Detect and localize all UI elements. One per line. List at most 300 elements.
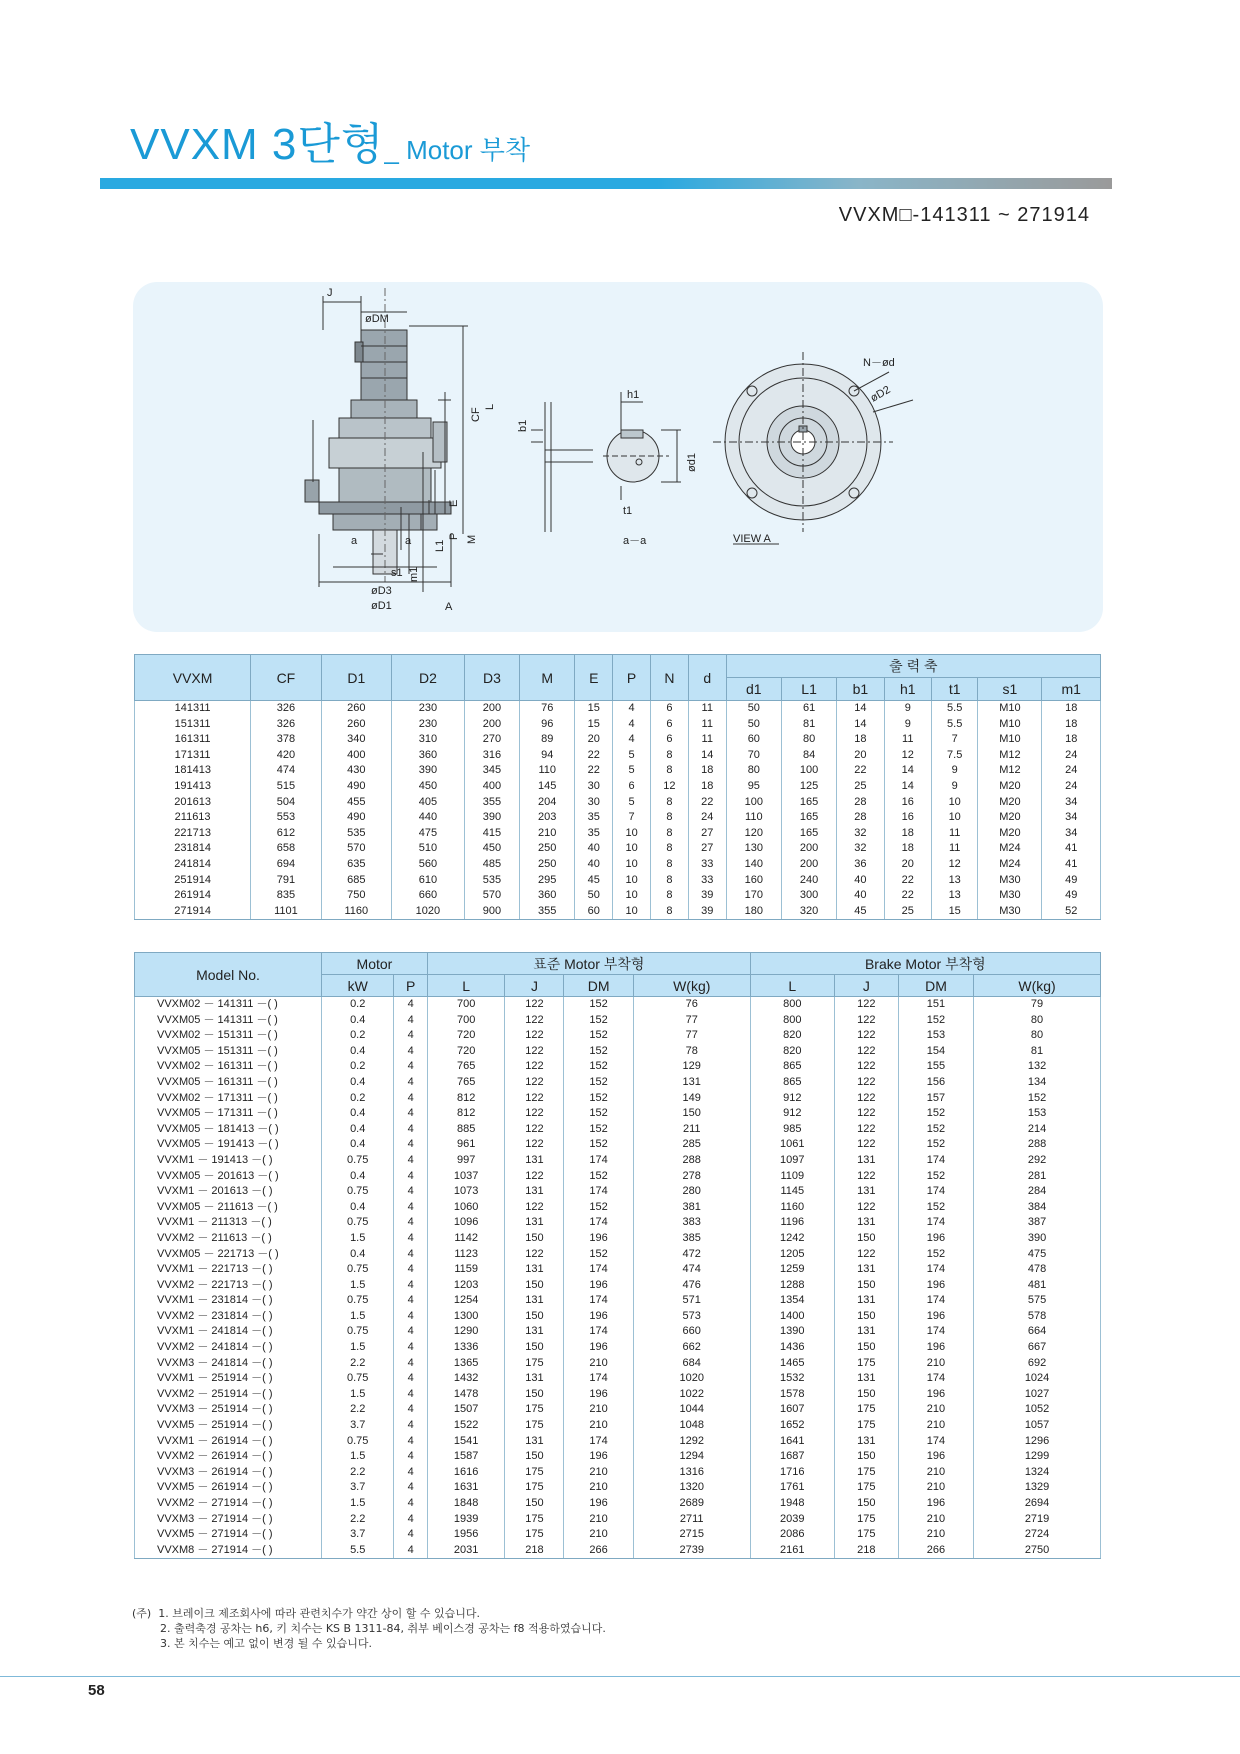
table-cell: 635: [321, 857, 391, 873]
table-cell: 355: [520, 904, 575, 920]
model-number-cell: VVXM05 － 211613 －( ): [135, 1200, 322, 1216]
table-cell: 4: [394, 1309, 427, 1325]
table-cell: 132: [974, 1059, 1101, 1075]
motor-subheader-cell: J: [834, 975, 898, 997]
model-number-cell: VVXM05 － 141311 －( ): [135, 1013, 322, 1029]
table-cell: 4: [613, 732, 651, 748]
table-cell: 150: [834, 1496, 898, 1512]
table-cell: 300: [781, 888, 836, 904]
table-cell: 150: [834, 1278, 898, 1294]
table-cell: 1254: [427, 1293, 505, 1309]
table-cell: 440: [392, 810, 465, 826]
table-cell: 13: [931, 888, 978, 904]
table-cell: 152: [564, 1169, 633, 1185]
table-cell: 81: [781, 717, 836, 733]
table-cell: 150: [505, 1278, 564, 1294]
model-number-cell: VVXM2 － 221713 －( ): [135, 1278, 322, 1294]
table-cell: 0.75: [322, 1434, 394, 1450]
table-cell: 175: [505, 1512, 564, 1528]
table-cell: 0.2: [322, 1028, 394, 1044]
table-cell: 1288: [750, 1278, 834, 1294]
table-cell: 1687: [750, 1449, 834, 1465]
table-cell: 2739: [633, 1543, 750, 1559]
table-cell: M12: [978, 748, 1042, 764]
table-cell: 221713: [135, 826, 251, 842]
table-cell: 4: [394, 997, 427, 1013]
table-cell: 4: [394, 1028, 427, 1044]
table-cell: 150: [505, 1309, 564, 1325]
table-cell: 18: [837, 732, 884, 748]
table-cell: 150: [505, 1387, 564, 1403]
table-cell: M10: [978, 701, 1042, 717]
table-cell: 660: [392, 888, 465, 904]
table-cell: 196: [898, 1449, 973, 1465]
model-number-cell: VVXM05 － 201613 －( ): [135, 1169, 322, 1185]
motor-subheader-cell: W(kg): [633, 975, 750, 997]
model-number-cell: VVXM5 － 251914 －( ): [135, 1418, 322, 1434]
table-cell: 122: [505, 1247, 564, 1263]
table-cell: 0.4: [322, 1137, 394, 1153]
table-cell: 900: [464, 904, 519, 920]
table-cell: 196: [898, 1231, 973, 1247]
table-cell: 700: [427, 1013, 505, 1029]
table-cell: M24: [978, 857, 1042, 873]
table-row: [135, 1262, 1101, 1278]
table-cell: 664: [974, 1324, 1101, 1340]
table-cell: 4: [394, 1527, 427, 1543]
table-cell: 131: [633, 1075, 750, 1091]
table-row: [135, 857, 1101, 873]
table-cell: 4: [394, 1106, 427, 1122]
table-cell: 32: [837, 841, 884, 857]
model-number-cell: VVXM5 － 261914 －( ): [135, 1480, 322, 1496]
table-cell: 1652: [750, 1418, 834, 1434]
table-cell: 912: [750, 1106, 834, 1122]
table-row: [135, 888, 1101, 904]
model-number-cell: VVXM02 － 161311 －( ): [135, 1059, 322, 1075]
table-cell: 210: [564, 1402, 633, 1418]
table-cell: 76: [633, 997, 750, 1013]
table-cell: 1316: [633, 1465, 750, 1481]
table-cell: 40: [837, 888, 884, 904]
table-cell: 700: [427, 997, 505, 1013]
table-cell: 80: [726, 763, 781, 779]
table-cell: 2031: [427, 1543, 505, 1559]
technical-drawing: [133, 282, 1103, 632]
table-cell: 196: [564, 1340, 633, 1356]
table-cell: 8: [651, 826, 689, 842]
table-cell: 33: [688, 857, 726, 873]
table-cell: 174: [564, 1324, 633, 1340]
table-row: [135, 1200, 1101, 1216]
table-cell: 122: [505, 1169, 564, 1185]
table-cell: 415: [464, 826, 519, 842]
table-cell: 1465: [750, 1356, 834, 1372]
table-cell: 8: [651, 810, 689, 826]
table-cell: 25: [837, 779, 884, 795]
table-cell: 40: [575, 841, 613, 857]
table-cell: 210: [564, 1418, 633, 1434]
table-cell: 10: [613, 904, 651, 920]
table-cell: 152: [564, 1059, 633, 1075]
motor-subheader-cell: W(kg): [974, 975, 1101, 997]
table-cell: 165: [781, 826, 836, 842]
table-cell: 400: [464, 779, 519, 795]
table-cell: 1259: [750, 1262, 834, 1278]
table-cell: 490: [321, 779, 391, 795]
table-cell: 78: [633, 1044, 750, 1060]
table-cell: 60: [726, 732, 781, 748]
table-cell: 578: [974, 1309, 1101, 1325]
table-cell: 0.75: [322, 1184, 394, 1200]
table-row: [135, 1044, 1101, 1060]
table-cell: 50: [575, 888, 613, 904]
table-cell: 175: [834, 1512, 898, 1528]
table-row: [135, 779, 1101, 795]
table-cell: 1587: [427, 1449, 505, 1465]
table-row: [135, 1449, 1101, 1465]
table-cell: 122: [505, 1200, 564, 1216]
table-cell: 160: [726, 873, 781, 889]
table-cell: 50: [726, 717, 781, 733]
table-cell: 0.4: [322, 1044, 394, 1060]
table-cell: 278: [633, 1169, 750, 1185]
table-cell: 9: [931, 779, 978, 795]
table-row: [135, 795, 1101, 811]
table-cell: 1761: [750, 1480, 834, 1496]
table-cell: 478: [974, 1262, 1101, 1278]
table-cell: 134: [974, 1075, 1101, 1091]
table-cell: 174: [898, 1215, 973, 1231]
table-cell: 218: [834, 1543, 898, 1559]
table-cell: 100: [781, 763, 836, 779]
table-cell: 16: [884, 810, 931, 826]
table-cell: 45: [837, 904, 884, 920]
spec-header-cell: VVXM: [135, 655, 251, 701]
table-cell: 4: [394, 1402, 427, 1418]
table-cell: 152: [564, 1137, 633, 1153]
table-cell: 175: [834, 1356, 898, 1372]
table-cell: 835: [251, 888, 321, 904]
table-row: [135, 763, 1101, 779]
label-aa: a－a: [623, 535, 647, 547]
table-cell: 865: [750, 1059, 834, 1075]
table-cell: 658: [251, 841, 321, 857]
motor-subheader-cell: J: [505, 975, 564, 997]
table-cell: 24: [688, 810, 726, 826]
label-d2: øD2: [868, 383, 893, 405]
table-cell: 1044: [633, 1402, 750, 1418]
table-cell: 4: [394, 1059, 427, 1075]
table-cell: 20: [837, 748, 884, 764]
table-cell: 1324: [974, 1465, 1101, 1481]
table-cell: 292: [974, 1153, 1101, 1169]
table-cell: 791: [251, 873, 321, 889]
table-cell: 174: [898, 1293, 973, 1309]
model-number-cell: VVXM02 － 151311 －( ): [135, 1028, 322, 1044]
table-cell: 122: [834, 1106, 898, 1122]
table-cell: M10: [978, 717, 1042, 733]
table-cell: 1037: [427, 1169, 505, 1185]
table-cell: 4: [394, 1387, 427, 1403]
table-cell: 6: [651, 701, 689, 717]
table-cell: 33: [688, 873, 726, 889]
table-cell: 152: [564, 1106, 633, 1122]
table-cell: 210: [898, 1418, 973, 1434]
table-cell: 122: [505, 1013, 564, 1029]
table-cell: 1.5: [322, 1231, 394, 1247]
table-cell: 985: [750, 1122, 834, 1138]
table-cell: 812: [427, 1106, 505, 1122]
label-p: P: [448, 532, 460, 540]
table-cell: 230: [392, 701, 465, 717]
table-cell: M20: [978, 779, 1042, 795]
table-cell: 885: [427, 1122, 505, 1138]
table-cell: 1329: [974, 1480, 1101, 1496]
table-cell: 378: [251, 732, 321, 748]
model-number-cell: VVXM2 － 211613 －( ): [135, 1231, 322, 1247]
table-cell: 2.2: [322, 1402, 394, 1418]
table-cell: 1365: [427, 1356, 505, 1372]
table-cell: 180: [726, 904, 781, 920]
table-cell: 510: [392, 841, 465, 857]
table-cell: 1336: [427, 1340, 505, 1356]
table-cell: 1160: [321, 904, 391, 920]
page-title-sub: _ Motor 부착: [384, 135, 531, 165]
table-cell: 6: [651, 717, 689, 733]
table-cell: 28: [837, 795, 884, 811]
spec-subheader-cell: L1: [781, 678, 836, 701]
table-cell: 76: [520, 701, 575, 717]
table-row: [135, 1013, 1101, 1029]
table-row: [135, 732, 1101, 748]
table-cell: 152: [564, 1013, 633, 1029]
spec-header-cell: P: [613, 655, 651, 701]
table-cell: 295: [520, 873, 575, 889]
table-cell: 1294: [633, 1449, 750, 1465]
table-cell: 8: [651, 873, 689, 889]
table-cell: 81: [974, 1044, 1101, 1060]
notes-prefix: (주): [132, 1607, 152, 1620]
table-cell: 1142: [427, 1231, 505, 1247]
table-cell: 15: [575, 717, 613, 733]
table-cell: 455: [321, 795, 391, 811]
table-cell: 122: [505, 1059, 564, 1075]
table-cell: 2161: [750, 1543, 834, 1559]
table-cell: M20: [978, 795, 1042, 811]
table-cell: 175: [834, 1465, 898, 1481]
table-cell: 131: [505, 1153, 564, 1169]
model-number-cell: VVXM1 － 231814 －( ): [135, 1293, 322, 1309]
table-cell: 34: [1042, 826, 1101, 842]
table-cell: 9: [931, 763, 978, 779]
table-cell: 4: [394, 1324, 427, 1340]
table-cell: 131: [505, 1215, 564, 1231]
table-cell: 1848: [427, 1496, 505, 1512]
table-cell: M30: [978, 888, 1042, 904]
page-number: 58: [88, 1682, 105, 1699]
model-number-cell: VVXM3 － 241814 －( ): [135, 1356, 322, 1372]
table-cell: 250: [520, 841, 575, 857]
table-cell: 4: [394, 1434, 427, 1450]
table-cell: 210: [564, 1480, 633, 1496]
model-number-cell: VVXM05 － 151311 －( ): [135, 1044, 322, 1060]
table-cell: 125: [781, 779, 836, 795]
table-cell: 10: [613, 888, 651, 904]
table-cell: 9: [884, 701, 931, 717]
table-cell: 131: [834, 1371, 898, 1387]
table-cell: 912: [750, 1091, 834, 1107]
table-cell: 1432: [427, 1371, 505, 1387]
spec-header-cell: d: [688, 655, 726, 701]
label-m: M: [466, 534, 478, 544]
table-row: [135, 810, 1101, 826]
table-cell: 450: [392, 779, 465, 795]
table-cell: 150: [834, 1231, 898, 1247]
table-cell: 765: [427, 1075, 505, 1091]
table-cell: 122: [834, 1013, 898, 1029]
table-row: [135, 1480, 1101, 1496]
label-e: E: [448, 499, 460, 507]
table-cell: 573: [633, 1309, 750, 1325]
table-cell: 200: [781, 857, 836, 873]
table-cell: 560: [392, 857, 465, 873]
table-cell: 174: [564, 1184, 633, 1200]
model-number-cell: VVXM1 － 251914 －( ): [135, 1371, 322, 1387]
page-title: [130, 108, 530, 172]
table-cell: 1160: [750, 1200, 834, 1216]
table-cell: 4: [394, 1418, 427, 1434]
table-cell: 1123: [427, 1247, 505, 1263]
table-cell: 18: [688, 763, 726, 779]
table-cell: 385: [633, 1231, 750, 1247]
table-cell: 8: [651, 857, 689, 873]
table-cell: 152: [564, 1044, 633, 1060]
table-cell: 0.4: [322, 1075, 394, 1091]
table-row: [135, 1215, 1101, 1231]
table-cell: 210: [564, 1512, 633, 1528]
table-cell: 150: [505, 1496, 564, 1512]
table-cell: 150: [834, 1449, 898, 1465]
note-2: 2. 출력축경 공차는 h6, 키 치수는 KS B 1311-84, 취부 베이스경 공차는 f8 적용하였습니다.: [160, 1622, 606, 1635]
table-cell: 1578: [750, 1387, 834, 1403]
table-cell: 660: [633, 1324, 750, 1340]
table-cell: 4: [394, 1075, 427, 1091]
table-cell: 4: [394, 1044, 427, 1060]
table-cell: 196: [898, 1278, 973, 1294]
table-row: [135, 1434, 1101, 1450]
table-cell: 0.4: [322, 1106, 394, 1122]
table-cell: 2689: [633, 1496, 750, 1512]
table-cell: 251914: [135, 873, 251, 889]
table-cell: 1400: [750, 1309, 834, 1325]
table-cell: 1716: [750, 1465, 834, 1481]
table-cell: 49: [1042, 888, 1101, 904]
table-cell: 52: [1042, 904, 1101, 920]
table-cell: 285: [633, 1137, 750, 1153]
table-cell: 150: [505, 1231, 564, 1247]
table-cell: 200: [781, 841, 836, 857]
table-row: [135, 1512, 1101, 1528]
table-cell: 355: [464, 795, 519, 811]
table-cell: 570: [321, 841, 391, 857]
table-cell: 61: [781, 701, 836, 717]
table-row: [135, 1091, 1101, 1107]
model-number-cell: VVXM1 － 191413 －( ): [135, 1153, 322, 1169]
table-row: [135, 1324, 1101, 1340]
table-cell: 175: [505, 1356, 564, 1372]
table-cell: 170: [726, 888, 781, 904]
spec-subheader-cell: m1: [1042, 678, 1101, 701]
table-cell: 110: [726, 810, 781, 826]
table-cell: 30: [575, 795, 613, 811]
spec-subheader-cell: s1: [978, 678, 1042, 701]
table-cell: 130: [726, 841, 781, 857]
table-cell: 481: [974, 1278, 1101, 1294]
table-cell: 0.75: [322, 1215, 394, 1231]
table-cell: 485: [464, 857, 519, 873]
table-cell: 320: [781, 904, 836, 920]
table-cell: 196: [898, 1387, 973, 1403]
table-cell: 2724: [974, 1527, 1101, 1543]
table-cell: 1296: [974, 1434, 1101, 1450]
table-cell: 150: [505, 1340, 564, 1356]
spec-subheader-cell: t1: [931, 678, 978, 701]
table-cell: 0.75: [322, 1153, 394, 1169]
table-cell: 1.5: [322, 1449, 394, 1465]
table-cell: 387: [974, 1215, 1101, 1231]
table-cell: 171311: [135, 748, 251, 764]
dimension-drawing: [133, 282, 1103, 632]
table-cell: 24: [1042, 763, 1101, 779]
table-cell: 22: [837, 763, 884, 779]
table-cell: M30: [978, 873, 1042, 889]
table-cell: M20: [978, 826, 1042, 842]
label-a-right: a: [405, 535, 412, 547]
table-cell: 535: [464, 873, 519, 889]
table-cell: 8: [651, 841, 689, 857]
table-cell: 316: [464, 748, 519, 764]
table-cell: 1203: [427, 1278, 505, 1294]
table-cell: 694: [251, 857, 321, 873]
table-cell: 4: [394, 1231, 427, 1247]
model-number-cell: VVXM1 － 201613 －( ): [135, 1184, 322, 1200]
table-cell: 800: [750, 997, 834, 1013]
table-cell: 122: [834, 997, 898, 1013]
model-number-cell: VVXM05 － 161311 －( ): [135, 1075, 322, 1091]
table-cell: 310: [392, 732, 465, 748]
table-cell: 210: [898, 1465, 973, 1481]
table-cell: 96: [520, 717, 575, 733]
table-cell: 662: [633, 1340, 750, 1356]
table-cell: 475: [974, 1247, 1101, 1263]
table-cell: 1478: [427, 1387, 505, 1403]
table-row: [135, 1278, 1101, 1294]
table-cell: 156: [898, 1075, 973, 1091]
table-cell: 154: [898, 1044, 973, 1060]
table-cell: 196: [564, 1231, 633, 1247]
table-cell: 7.5: [931, 748, 978, 764]
table-cell: 1641: [750, 1434, 834, 1450]
table-row: [135, 1496, 1101, 1512]
table-cell: 8: [651, 888, 689, 904]
table-cell: 345: [464, 763, 519, 779]
table-cell: 174: [898, 1371, 973, 1387]
table-cell: 80: [974, 1028, 1101, 1044]
model-number-cell: VVXM3 － 271914 －( ): [135, 1512, 322, 1528]
table-cell: 2039: [750, 1512, 834, 1528]
table-row: [135, 997, 1101, 1013]
